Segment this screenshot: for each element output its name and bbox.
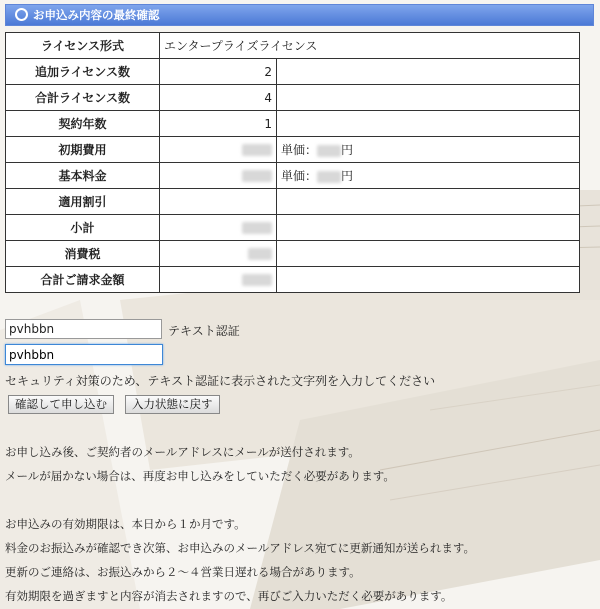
notice-line: 料金のお振込みが確認でき次第、お申込みのメールアドレス宛てに更新通知が送られます。: [5, 541, 475, 555]
license-type-value: エンタープライズライセンス: [160, 33, 580, 59]
table-row: [6, 33, 580, 59]
redacted-amount: [242, 144, 272, 156]
currency-label: 円: [341, 143, 354, 157]
captcha-image: pvhbbn: [5, 319, 162, 339]
table-row: [6, 59, 580, 85]
back-to-input-button[interactable]: 入力状態に戻す: [125, 395, 220, 414]
table-row: [6, 241, 580, 267]
notice-line: 更新のご連絡は、お振込みから２～４営業日遅れる場合があります。: [5, 565, 361, 579]
row-label: ライセンス形式: [6, 33, 160, 59]
redacted-amount: [317, 171, 341, 183]
captcha-label: テキスト認証: [168, 324, 240, 338]
circle-icon: [15, 8, 28, 21]
section-header: [5, 4, 594, 26]
redacted-amount: [242, 170, 272, 182]
row-label: 初期費用: [6, 137, 160, 163]
row-label: 追加ライセンス数: [6, 59, 160, 85]
table-row: [6, 137, 580, 163]
table-row: [6, 163, 580, 189]
row-label: 小計: [6, 215, 160, 241]
notice-line: 有効期限を過ぎますと内容が消去されますので、再びご入力いただく必要があります。: [5, 589, 453, 603]
redacted-amount: [242, 274, 272, 286]
redacted-amount: [317, 145, 341, 157]
captcha-help-text: セキュリティ対策のため、テキスト認証に表示された文字列を入力してください: [5, 374, 436, 388]
table-row: [6, 215, 580, 241]
unit-price-label: 単価：: [281, 169, 318, 183]
unit-price-label: 単価：: [281, 143, 318, 157]
redacted-amount: [242, 222, 272, 234]
currency-label: 円: [341, 169, 354, 183]
total-licenses-value: 4: [160, 85, 277, 111]
notice-line: お申込みの有効期限は、本日から１か月です。: [5, 517, 246, 531]
confirm-apply-button[interactable]: 確認して申し込む: [8, 395, 114, 414]
table-row: [6, 189, 580, 215]
row-label: 合計ご請求金額: [6, 267, 160, 293]
row-label: 合計ライセンス数: [6, 85, 160, 111]
table-row: [6, 111, 580, 137]
row-label: 契約年数: [6, 111, 160, 137]
order-summary-table: [5, 32, 580, 293]
notice-text: [5, 440, 475, 608]
redacted-amount: [248, 248, 272, 260]
row-label: 消費税: [6, 241, 160, 267]
section-title: お申込み内容の最終確認: [33, 8, 160, 22]
captcha-input[interactable]: [5, 344, 163, 365]
notice-line: メールが届かない場合は、再度お申し込みをしていただく必要があります。: [5, 469, 395, 483]
row-label: 基本料金: [6, 163, 160, 189]
additional-licenses-value: 2: [160, 59, 277, 85]
notice-line: お申し込み後、ご契約者のメールアドレスにメールが送付されます。: [5, 445, 360, 459]
table-row: [6, 267, 580, 293]
row-label: 適用割引: [6, 189, 160, 215]
table-row: [6, 85, 580, 111]
contract-years-value: 1: [160, 111, 277, 137]
